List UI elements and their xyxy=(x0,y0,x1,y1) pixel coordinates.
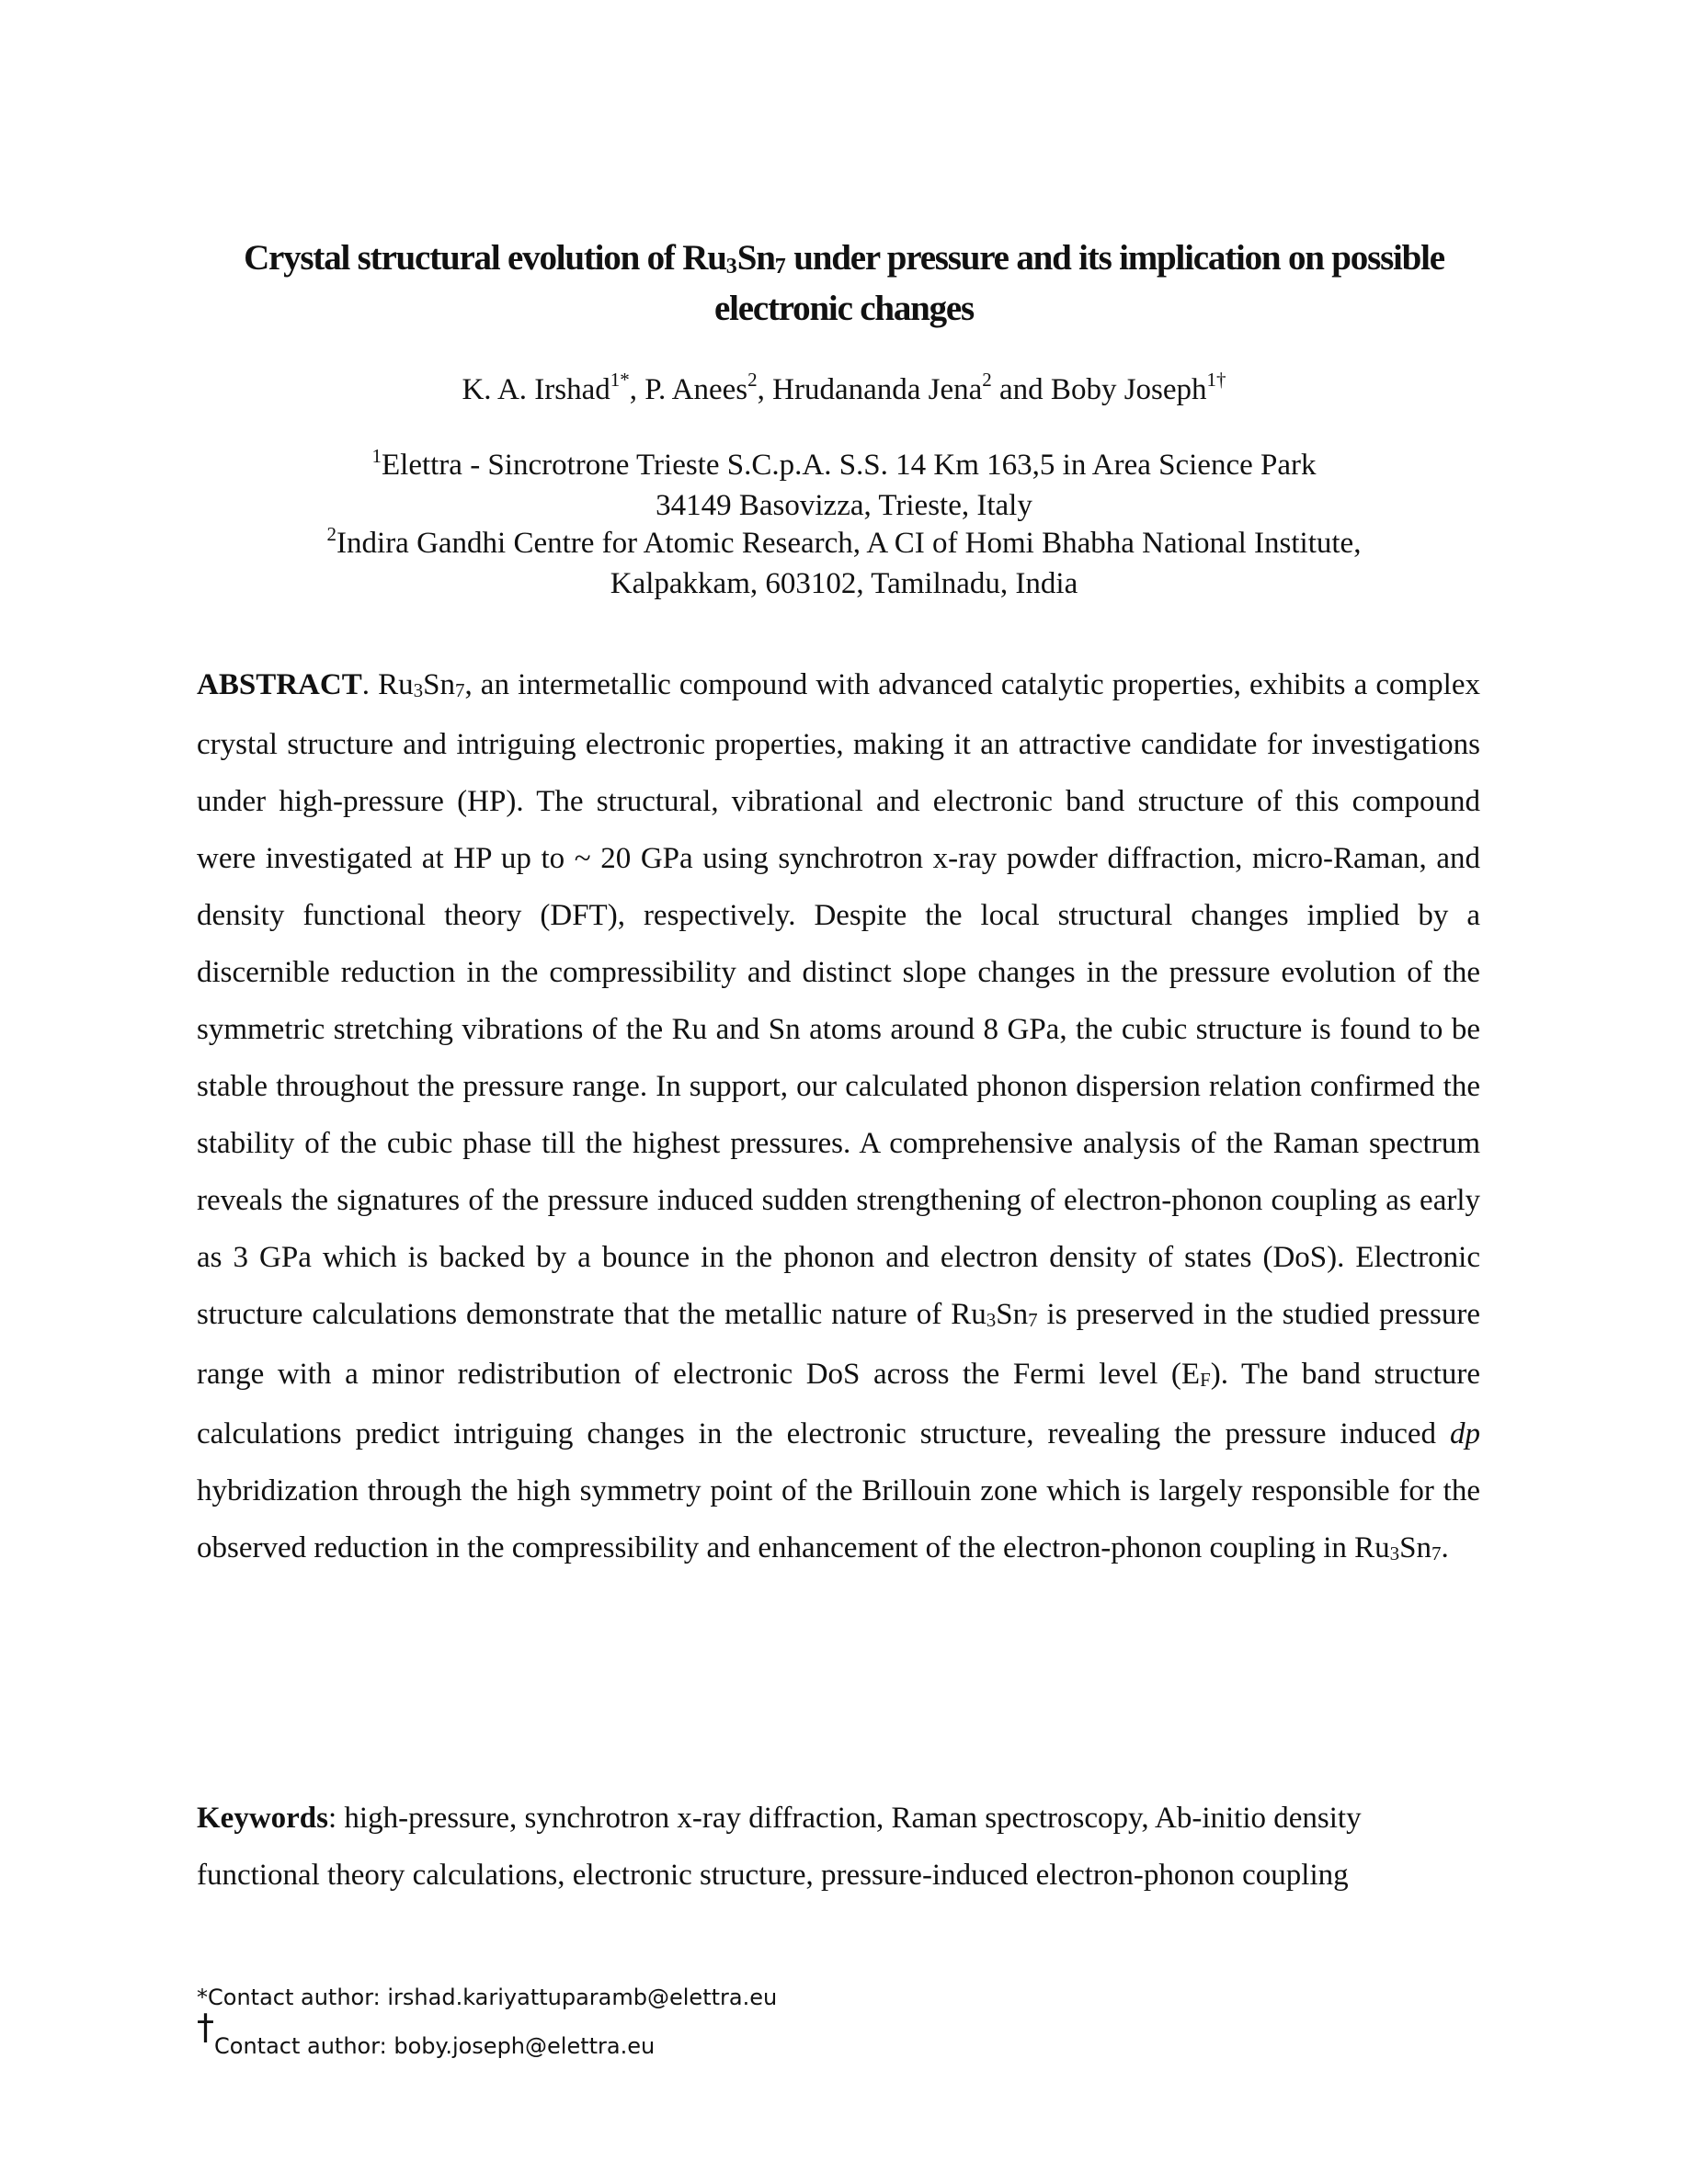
affiliations xyxy=(165,447,1523,603)
author-affiliation-mark: 1† xyxy=(1206,369,1226,391)
author-name: and Boby Joseph xyxy=(991,373,1207,406)
keywords-label: Keywords xyxy=(197,1802,328,1835)
affiliation-text: Elettra - Sincrotrone Trieste S.C.p.A. S.S. 14 Km 163,5 in Area Science Park xyxy=(382,449,1317,482)
paper-title xyxy=(165,235,1523,332)
affiliation-text: Kalpakkam, 603102, Tamilnadu, India xyxy=(610,567,1078,600)
title-text: under pressure and its implication on possible xyxy=(785,238,1444,278)
abstract-text: Sn xyxy=(1399,1531,1432,1564)
contact-footnote-1 xyxy=(197,1984,777,2011)
abstract-text: Sn xyxy=(423,668,455,701)
title-text: Crystal structural evolution of Ru xyxy=(244,238,726,278)
contact-text: *Contact author: irshad.kariyattuparamb@elettra.eu xyxy=(197,1985,778,2010)
contact-text: Contact author: boby.joseph@elettra.eu xyxy=(214,2033,656,2059)
author-affiliation-mark: 2 xyxy=(747,369,758,391)
formula-subscript: 3 xyxy=(986,1309,997,1331)
italic-term: dp xyxy=(1450,1417,1480,1450)
formula-subscript: 3 xyxy=(413,679,424,701)
affiliation-2 xyxy=(165,525,1523,603)
abstract-text: Sn xyxy=(996,1298,1029,1331)
title-text-line2: electronic changes xyxy=(713,289,975,328)
abstract-text: . Ru xyxy=(361,668,414,701)
contact-footnote-2 xyxy=(197,2007,656,2059)
abstract-text: . xyxy=(1441,1531,1449,1564)
abstract-text: is preserved in the studied pressure range with a minor redistribution of electronic DoS across the Fermi level (E xyxy=(197,1298,1480,1391)
fermi-subscript: F xyxy=(1200,1369,1211,1391)
abstract-text: hybridization through the high symmetry point of the Brillouin zone which is largely responsible for the observed reduction in the compressibility and enhancement of the electron-phonon coupling in Ru xyxy=(197,1474,1480,1564)
abstract-text: ). The band structure calculations predict intriguing changes in the electronic structure, revealing the pressure induced xyxy=(197,1358,1481,1450)
dagger-mark: † xyxy=(197,2007,214,2047)
affiliation-mark: 2 xyxy=(326,523,337,545)
affiliation-mark: 1 xyxy=(371,445,382,467)
affiliation-1 xyxy=(165,447,1523,525)
abstract xyxy=(197,656,1480,1579)
formula-subscript: 7 xyxy=(1028,1309,1038,1331)
author-list xyxy=(165,370,1523,413)
author-name: , Hrudananda Jena xyxy=(757,373,983,406)
affiliation-text: Indira Gandhi Centre for Atomic Research, A CI of Homi Bhabha National Institute, xyxy=(336,527,1362,560)
author-affiliation-mark: 2 xyxy=(982,369,992,391)
author-name: , P. Anees xyxy=(629,373,748,406)
title-subscript: 3 xyxy=(725,255,737,279)
abstract-label: ABSTRACT xyxy=(197,668,362,701)
affiliation-text: 34149 Basovizza, Trieste, Italy xyxy=(656,489,1032,522)
title-text: Sn xyxy=(736,238,775,278)
title-subscript: 7 xyxy=(774,255,786,279)
author-affiliation-mark: 1* xyxy=(610,369,630,391)
formula-subscript: 3 xyxy=(1389,1542,1400,1564)
author-name: K. A. Irshad xyxy=(462,373,610,406)
keywords xyxy=(197,1790,1480,1904)
formula-subscript: 7 xyxy=(1431,1542,1442,1564)
keywords-text: : high-pressure, synchrotron x-ray diffraction, Raman spectroscopy, Ab-initio density functional theory calculations, electronic structure, pressure-induced electron-phonon coupling xyxy=(197,1802,1362,1892)
abstract-text: , an intermetallic compound with advanced catalytic properties, exhibits a complex crystal structure and intriguing electronic properties, making it an attractive candidate for investigations under high-pressure (HP). The structural, vibrational and electronic band structure of this compound were investigated at HP up to ~ 20 GPa using synchrotron x-ray powder diffraction, micro-Raman, and density functional theory (DFT), respectively. Despite the local structural changes implied by a discernible reduction in the compressibility and distinct slope changes in the pressure evolution of the symmetric stretching vibrations of the Ru and Sn atoms around 8 GPa, the cubic structure is found to be stable throughout the pressure range. In support, our calculated phonon dispersion relation confirmed the stability of the cubic phase till the highest pressures. A comprehensive analysis of the Raman spectrum reveals the signatures of the pressure induced sudden strengthening of electron-phonon coupling as early as 3 GPa which is backed by a bounce in the phonon and electron density of states (DoS). Electronic structure calculations demonstrate that the metallic nature of Ru xyxy=(197,668,1480,1331)
formula-subscript: 7 xyxy=(454,679,465,701)
